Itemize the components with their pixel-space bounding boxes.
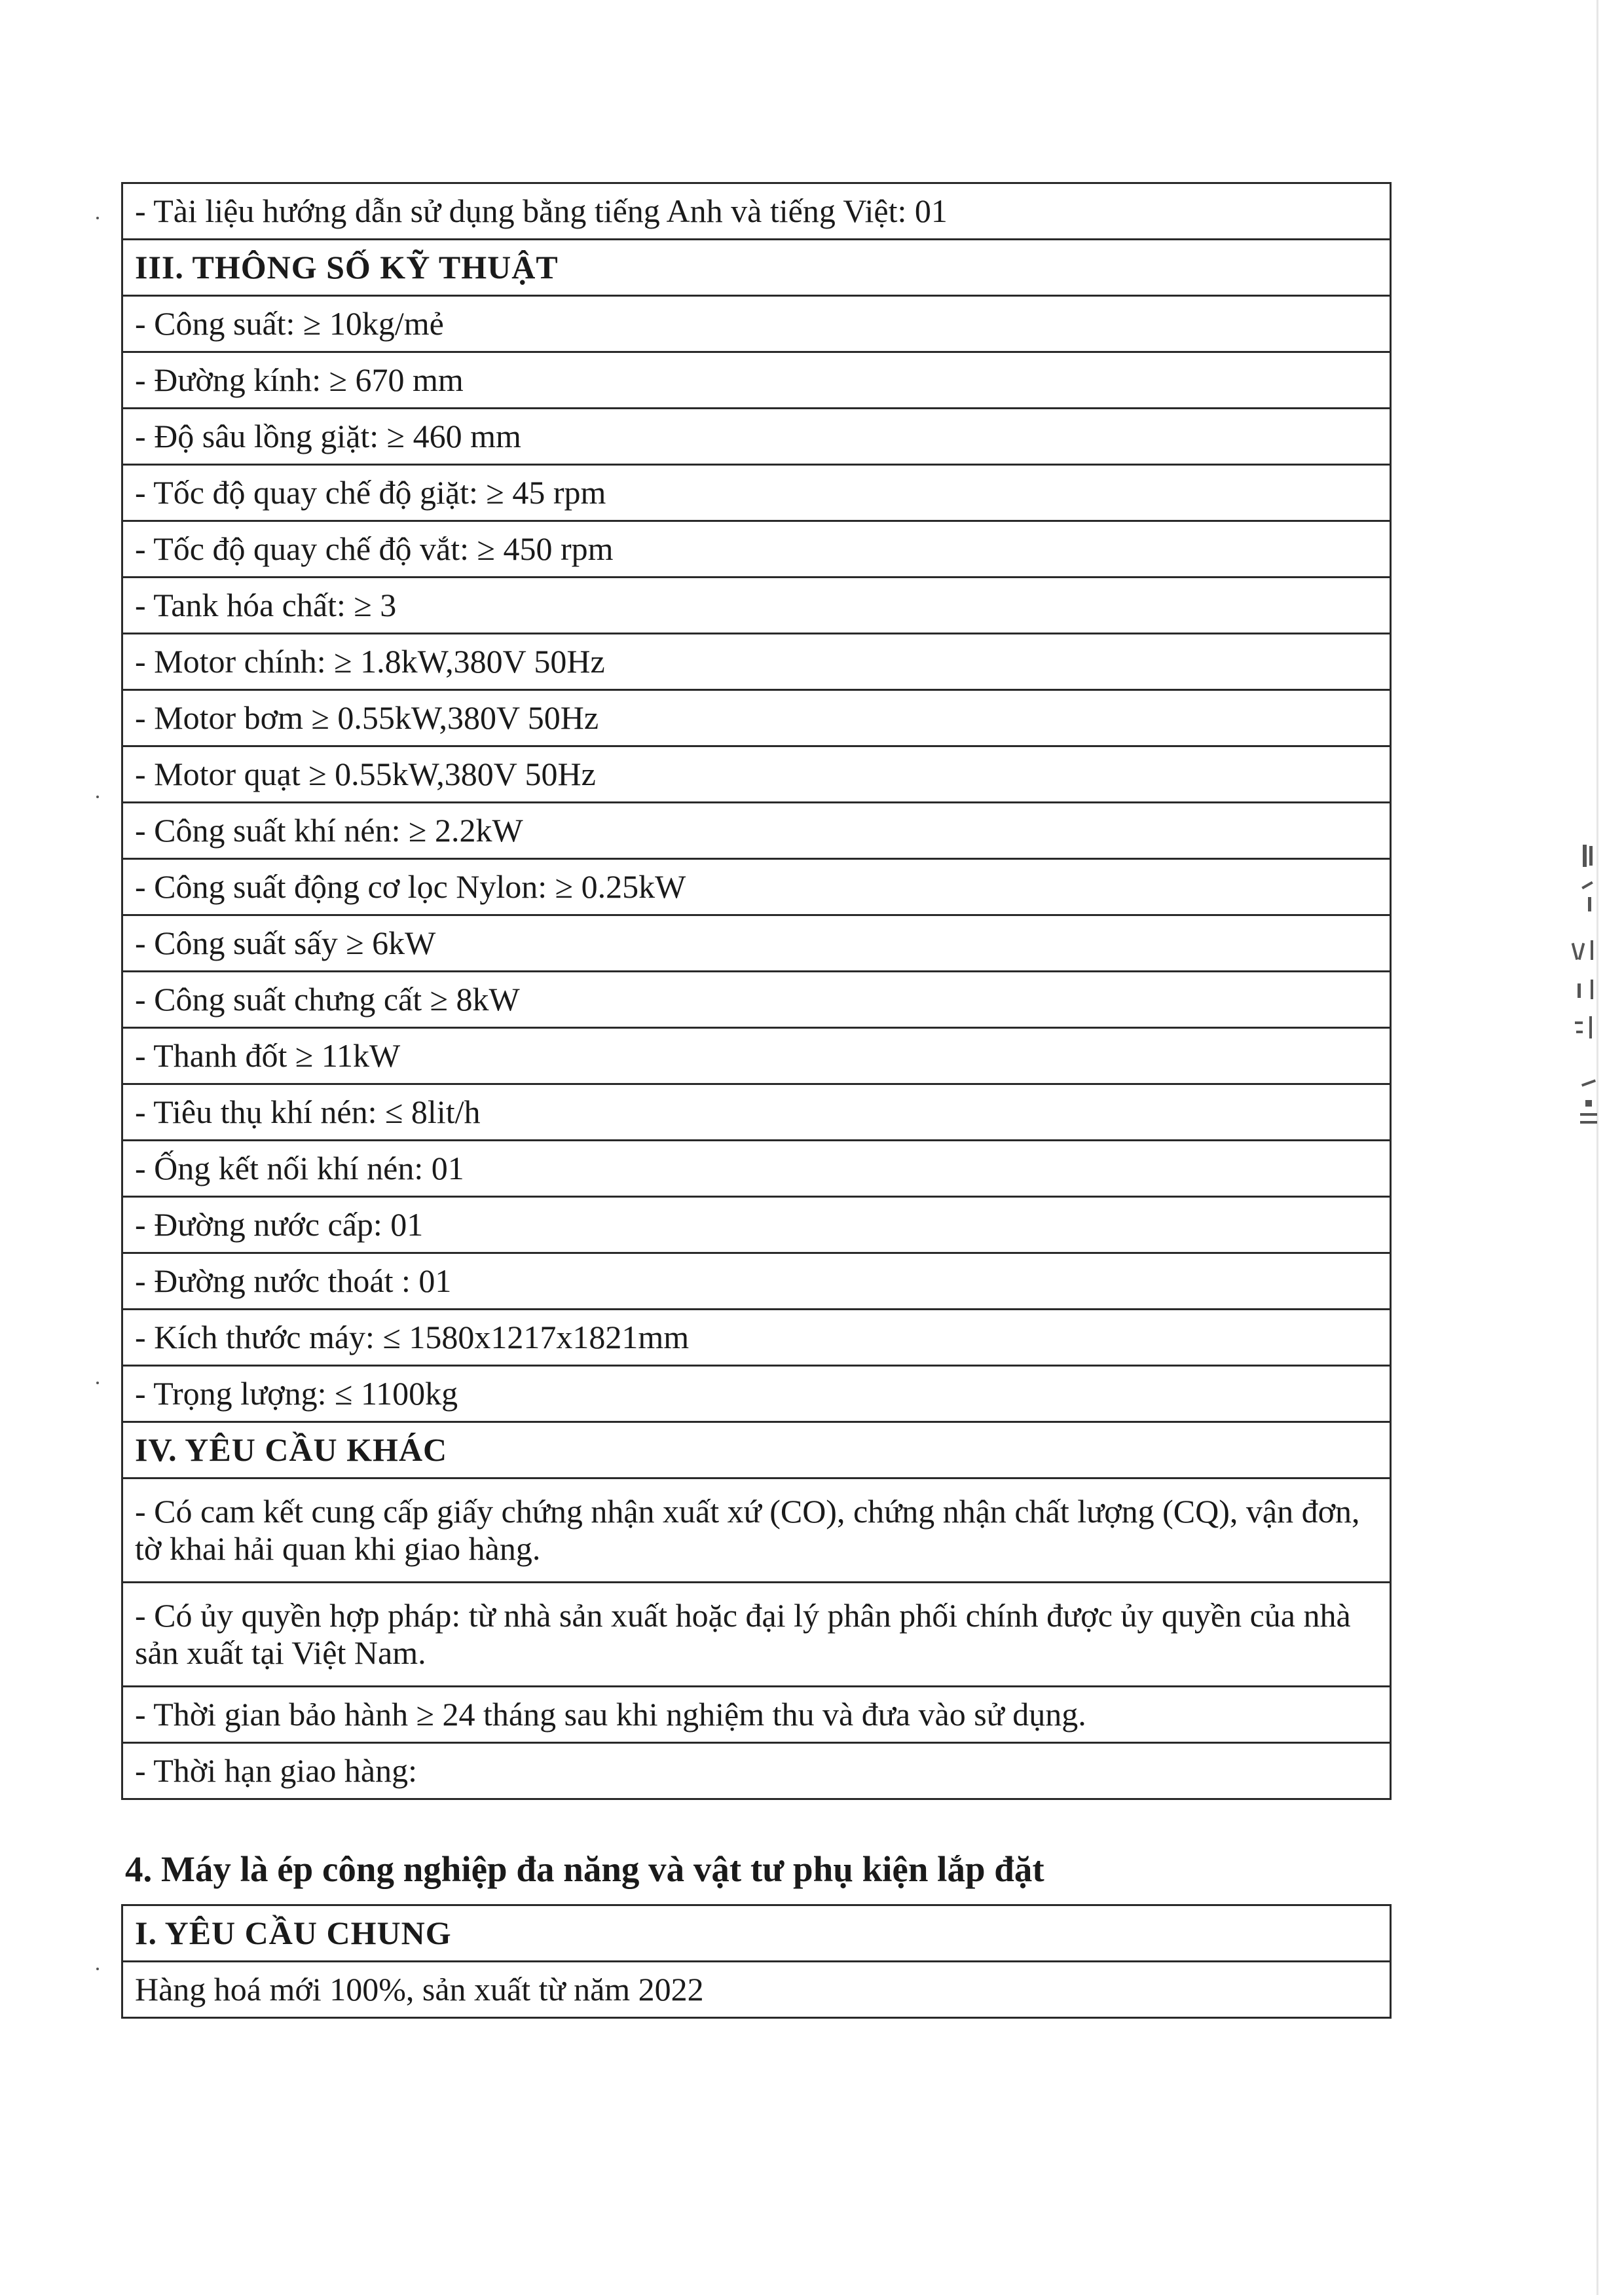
stamp-remnant xyxy=(1568,845,1601,1126)
general-requirements-table xyxy=(121,1904,1392,2019)
section-heading: I. YÊU CẦU CHUNG xyxy=(122,1905,1391,1962)
table-row xyxy=(122,1197,1391,1253)
spec-cell: - Thời hạn giao hàng: xyxy=(122,1743,1391,1799)
table-heading-row xyxy=(122,1422,1391,1478)
table-row xyxy=(122,1253,1391,1310)
spec-cell: Hàng hoá mới 100%, sản xuất từ năm 2022 xyxy=(122,1962,1391,2018)
table-row xyxy=(122,1743,1391,1799)
table-row xyxy=(122,1962,1391,2018)
spec-cell: - Công suất: ≥ 10kg/mẻ xyxy=(122,296,1391,352)
table-row xyxy=(122,1583,1391,1687)
spec-cell: - Đường nước cấp: 01 xyxy=(122,1197,1391,1253)
table-row xyxy=(122,465,1391,521)
spec-cell: - Có ủy quyền hợp pháp: từ nhà sản xuất hoặc đại lý phân phối chính được ủy quyền của nhà sản xuất tại Việt Nam. xyxy=(122,1583,1391,1687)
spec-cell: - Ống kết nối khí nén: 01 xyxy=(122,1141,1391,1197)
spec-cell: - Tốc độ quay chế độ giặt: ≥ 45 rpm xyxy=(122,465,1391,521)
scan-edge xyxy=(1596,0,1598,2295)
technical-specs-table xyxy=(121,182,1392,1800)
spec-cell: - Tiêu thụ khí nén: ≤ 8lit/h xyxy=(122,1084,1391,1141)
spec-cell: - Trọng lượng: ≤ 1100kg xyxy=(122,1366,1391,1422)
spec-cell: - Motor quạt ≥ 0.55kW,380V 50Hz xyxy=(122,746,1391,803)
section-heading: III. THÔNG SỐ KỸ THUẬT xyxy=(122,240,1391,296)
table-row xyxy=(122,746,1391,803)
table-row xyxy=(122,803,1391,859)
table-heading-row xyxy=(122,1905,1391,1962)
table-row xyxy=(122,1028,1391,1084)
spec-cell: - Motor chính: ≥ 1.8kW,380V 50Hz xyxy=(122,634,1391,690)
section-heading: IV. YÊU CẦU KHÁC xyxy=(122,1422,1391,1478)
spec-cell: - Đường nước thoát : 01 xyxy=(122,1253,1391,1310)
spec-cell: - Công suất khí nén: ≥ 2.2kW xyxy=(122,803,1391,859)
spec-cell: - Công suất sấy ≥ 6kW xyxy=(122,915,1391,972)
table-row xyxy=(122,352,1391,409)
table-row xyxy=(122,521,1391,578)
margin-speck xyxy=(96,217,99,219)
table-row xyxy=(122,1310,1391,1366)
spec-cell: - Motor bơm ≥ 0.55kW,380V 50Hz xyxy=(122,690,1391,746)
table-row xyxy=(122,1141,1391,1197)
table-row xyxy=(122,1366,1391,1422)
spec-cell: - Công suất chưng cất ≥ 8kW xyxy=(122,972,1391,1028)
table-row xyxy=(122,409,1391,465)
table-row xyxy=(122,1687,1391,1743)
section-4-title: 4. Máy là ép công nghiệp đa năng và vật tư phụ kiện lắp đặt xyxy=(125,1849,1044,1889)
spec-cell: - Tank hóa chất: ≥ 3 xyxy=(122,578,1391,634)
table-row xyxy=(122,183,1391,240)
table-heading-row xyxy=(122,240,1391,296)
spec-cell: - Độ sâu lồng giặt: ≥ 460 mm xyxy=(122,409,1391,465)
table-row xyxy=(122,859,1391,915)
spec-cell: - Có cam kết cung cấp giấy chứng nhận xuất xứ (CO), chứng nhận chất lượng (CQ), vận đơn, tờ khai hải quan khi giao hàng. xyxy=(122,1478,1391,1583)
table-row xyxy=(122,296,1391,352)
spec-cell: - Đường kính: ≥ 670 mm xyxy=(122,352,1391,409)
table-row xyxy=(122,1084,1391,1141)
table-row xyxy=(122,972,1391,1028)
spec-cell: - Tốc độ quay chế độ vắt: ≥ 450 rpm xyxy=(122,521,1391,578)
margin-speck xyxy=(96,796,99,798)
spec-cell: - Công suất động cơ lọc Nylon: ≥ 0.25kW xyxy=(122,859,1391,915)
spec-cell: - Kích thước máy: ≤ 1580x1217x1821mm xyxy=(122,1310,1391,1366)
table-row xyxy=(122,634,1391,690)
margin-speck xyxy=(96,1968,99,1970)
spec-cell: - Tài liệu hướng dẫn sử dụng bằng tiếng Anh và tiếng Việt: 01 xyxy=(122,183,1391,240)
spec-cell: - Thanh đốt ≥ 11kW xyxy=(122,1028,1391,1084)
margin-speck xyxy=(96,1382,99,1384)
spec-cell: - Thời gian bảo hành ≥ 24 tháng sau khi nghiệm thu và đưa vào sử dụng. xyxy=(122,1687,1391,1743)
table-row xyxy=(122,578,1391,634)
table-row xyxy=(122,690,1391,746)
table-row xyxy=(122,915,1391,972)
table-row xyxy=(122,1478,1391,1583)
